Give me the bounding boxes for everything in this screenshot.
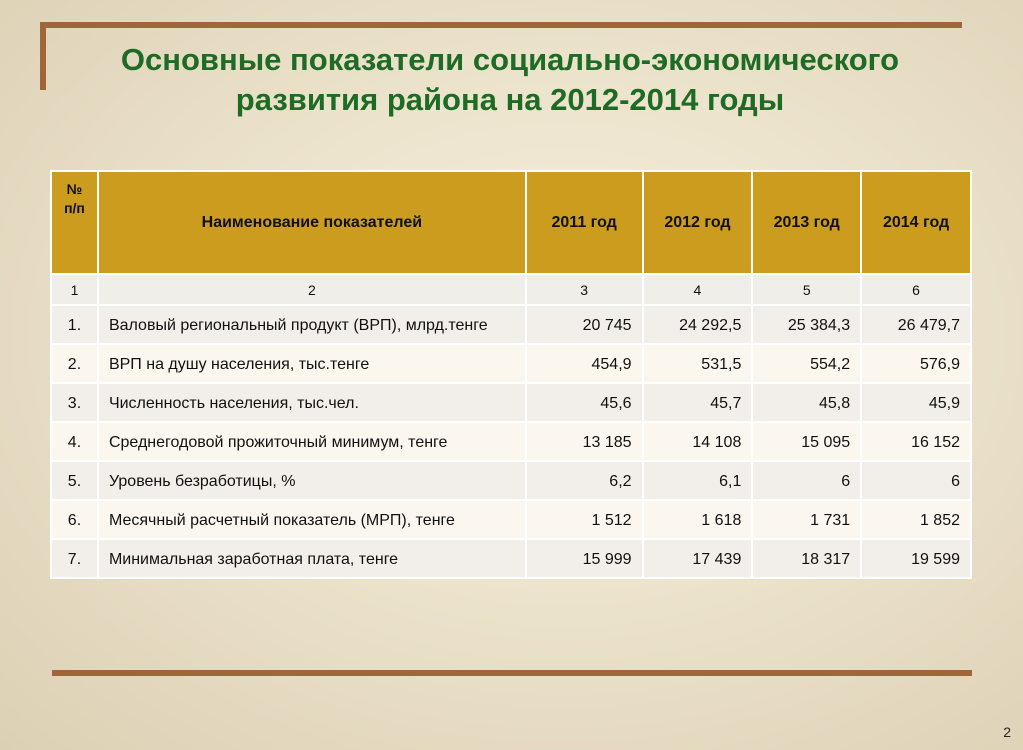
value-2014: 576,9 [861,344,971,383]
header-num: № п/п [51,171,98,274]
row-number: 6. [51,500,98,539]
table-row [51,305,971,344]
table-row [51,461,971,500]
column-index: 5 [752,274,861,305]
value-2011: 6,2 [526,461,643,500]
value-2012: 6,1 [643,461,753,500]
indicator-name: Численность населения, тыс.чел. [98,383,526,422]
value-2013: 554,2 [752,344,861,383]
value-2012: 45,7 [643,383,753,422]
header-name: Наименование показателей [98,171,526,274]
indicator-name: Валовый региональный продукт (ВРП), млрд.тенге [98,305,526,344]
value-2011: 15 999 [526,539,643,578]
row-number: 5. [51,461,98,500]
column-index: 2 [98,274,526,305]
value-2013: 45,8 [752,383,861,422]
header-2014: 2014 год [861,171,971,274]
value-2012: 24 292,5 [643,305,753,344]
table-row [51,422,971,461]
row-number: 3. [51,383,98,422]
value-2014: 26 479,7 [861,305,971,344]
value-2011: 13 185 [526,422,643,461]
column-index-row [51,274,971,305]
value-2012: 17 439 [643,539,753,578]
frame-bottom-bar [52,670,972,676]
indicator-name: Минимальная заработная плата, тенге [98,539,526,578]
value-2012: 14 108 [643,422,753,461]
value-2014: 16 152 [861,422,971,461]
column-index: 6 [861,274,971,305]
slide-title-line-2: развития района на 2012-2014 годы [235,82,785,117]
table-header-row [51,171,971,274]
frame-top-bar [40,22,962,28]
value-2013: 18 317 [752,539,861,578]
column-index: 1 [51,274,98,305]
value-2011: 1 512 [526,500,643,539]
value-2013: 25 384,3 [752,305,861,344]
row-number: 1. [51,305,98,344]
row-number: 7. [51,539,98,578]
column-index: 3 [526,274,643,305]
value-2011: 45,6 [526,383,643,422]
value-2014: 1 852 [861,500,971,539]
header-2011: 2011 год [526,171,643,274]
table-row [51,344,971,383]
indicator-name: Среднегодовой прожиточный минимум, тенге [98,422,526,461]
value-2012: 1 618 [643,500,753,539]
indicator-name: Уровень безработицы, % [98,461,526,500]
table-row [51,539,971,578]
column-index: 4 [643,274,753,305]
value-2013: 1 731 [752,500,861,539]
frame-left-bar [40,22,46,90]
header-2013: 2013 год [752,171,861,274]
value-2013: 15 095 [752,422,861,461]
value-2014: 45,9 [861,383,971,422]
slide-title-line-1: Основные показатели социально-экономического [120,42,900,77]
row-number: 4. [51,422,98,461]
value-2013: 6 [752,461,861,500]
value-2011: 20 745 [526,305,643,344]
indicator-name: ВРП на душу населения, тыс.тенге [98,344,526,383]
table-row [51,500,971,539]
table-row [51,383,971,422]
header-2012: 2012 год [643,171,753,274]
slide-title [60,40,960,120]
value-2014: 19 599 [861,539,971,578]
value-2012: 531,5 [643,344,753,383]
value-2014: 6 [861,461,971,500]
indicators-table [50,170,972,579]
page-number: 2 [1003,724,1011,740]
value-2011: 454,9 [526,344,643,383]
row-number: 2. [51,344,98,383]
indicator-name: Месячный расчетный показатель (МРП), тенге [98,500,526,539]
